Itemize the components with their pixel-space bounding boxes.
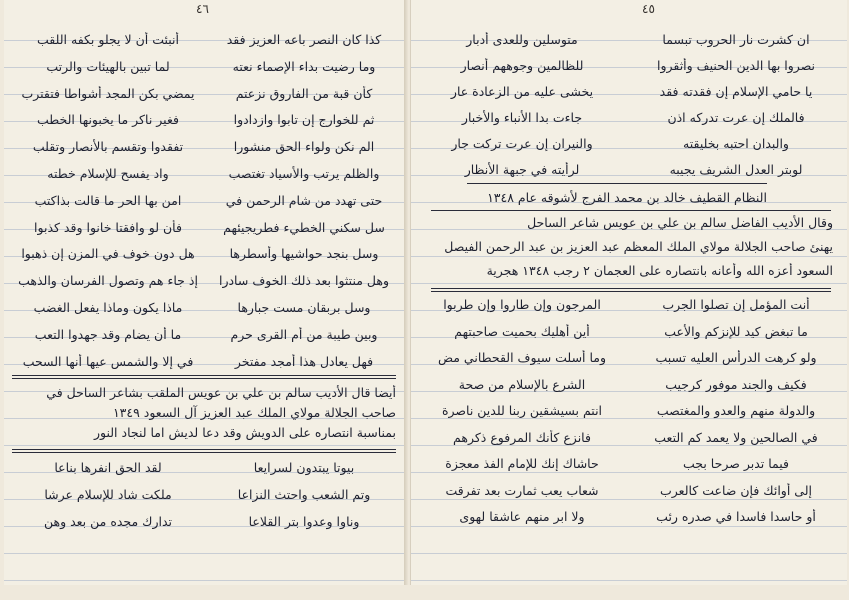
intro-line: بمناسبة انتصاره على الدويش وقد دعا لديش اما لنجاد النور bbox=[93, 425, 396, 440]
verse-row bbox=[10, 514, 402, 532]
second-hemistich: تدارك مجده من بعد وهن bbox=[43, 513, 173, 529]
intro-line: السعود أعزه الله وأعانه بانتصاره على العجمان ٢ رجب ١٣٤٨ هجرية bbox=[486, 263, 833, 278]
first-hemistich: والدولة منهم والعدو والمغتصب bbox=[656, 403, 816, 418]
second-hemistich: واد يفسح للإسلام خطته bbox=[47, 166, 169, 181]
second-hemistich: فانزع كأنك المرفوع ذكرهم bbox=[453, 429, 591, 445]
section-rule bbox=[12, 449, 396, 450]
right-page bbox=[410, 0, 847, 585]
first-hemistich: لوبتر العدل الشريف يجيبه bbox=[669, 162, 803, 177]
first-hemistich: وبين طيبة من أم القرى حرم bbox=[230, 326, 378, 342]
first-hemistich: والظلم يرتب والأسياد تغتصب bbox=[228, 166, 380, 181]
verse-row bbox=[10, 300, 402, 318]
first-hemistich: ثم للخوارج إن تابوا وازدادوا bbox=[233, 112, 375, 128]
verse-row bbox=[415, 456, 843, 474]
verse-row bbox=[415, 84, 843, 102]
section-rule bbox=[467, 183, 767, 184]
second-hemistich: للظالمين وجوههم أنصار bbox=[460, 58, 584, 73]
first-hemistich: وناوا وعدوا بتر القلاعا bbox=[248, 513, 360, 529]
first-hemistich: نصروا بها الدين الحنيف وأثقروا bbox=[656, 58, 816, 73]
page-number-left: ٤٦ bbox=[196, 2, 209, 16]
verse-row bbox=[10, 460, 402, 478]
verse-row bbox=[415, 430, 843, 448]
second-hemistich: ماذا يكون وماذا يفعل الغضب bbox=[33, 300, 183, 315]
first-hemistich: أنت المؤمل إن تصلوا الجرب bbox=[662, 297, 810, 312]
verse-row bbox=[415, 509, 843, 527]
first-hemistich: ما تبغض كيد للإنزكم والأعب bbox=[664, 323, 808, 339]
verse-row bbox=[10, 166, 402, 184]
first-hemistich: سل سكني الخطيء فطريجيئهم bbox=[223, 219, 385, 235]
section-rule bbox=[12, 452, 396, 453]
first-hemistich: فيما تدبر صرحا بجب bbox=[683, 456, 789, 471]
page-number-right: ٤٥ bbox=[642, 2, 655, 16]
poem-signature: النظام القطيف خالد بن محمد الفرج لأشوقه عام ١٣٤٨ bbox=[487, 190, 767, 205]
first-hemistich: فالملك إن عرت تدركه اذن bbox=[667, 110, 805, 125]
second-hemistich: ولا ابر منهم عاشقا لهوى bbox=[459, 509, 585, 524]
section-rule bbox=[12, 378, 396, 379]
second-hemistich: جاءت بدا الأنباء والأخبار bbox=[461, 110, 583, 125]
first-hemistich: يا حامي الإسلام إن فقدته فقد bbox=[659, 84, 813, 99]
second-hemistich: وما أسلت سيوف القحطاني مض bbox=[437, 350, 607, 365]
verse-row bbox=[415, 483, 843, 501]
verse-row bbox=[10, 487, 402, 505]
verse-row bbox=[415, 58, 843, 76]
verse-row bbox=[415, 32, 843, 50]
verse-row bbox=[415, 403, 843, 421]
second-hemistich: فأن لو وافقتا خانوا وقد كذبوا bbox=[34, 219, 182, 235]
first-hemistich: وسل بربقان مست جبارها bbox=[237, 300, 371, 315]
second-hemistich: انتم بسيشقين ربنا للدين ناصرة bbox=[441, 403, 603, 418]
intro-line: صاحب الجلالة مولاي الملك عبد العزيز آل السعود ١٣٤٩ bbox=[112, 405, 396, 420]
verse-row bbox=[10, 59, 402, 77]
section-rule bbox=[12, 375, 396, 376]
verse-row bbox=[10, 139, 402, 157]
first-hemistich: وتم الشعب واحتث النزاعا bbox=[237, 486, 371, 502]
first-hemistich: فكيف والجند موفور كرجيب bbox=[665, 376, 807, 392]
verse-row bbox=[415, 324, 843, 342]
first-hemistich: أو حاسدا فاسدا في صدره رئب bbox=[656, 509, 816, 524]
second-hemistich: متوسلين وللعدى أدبار bbox=[466, 32, 578, 47]
first-hemistich: في الصالحين ولا يعمد كم التعب bbox=[654, 429, 818, 445]
verse-row bbox=[415, 110, 843, 128]
second-hemistich: لقد الحق انفرها بناعا bbox=[54, 460, 162, 475]
first-hemistich: فهل يعادل هذا أمجد مفتخر bbox=[234, 353, 374, 369]
second-hemistich: شعاب يعب ثمارت بعد تفرقت bbox=[445, 482, 599, 498]
verse-row bbox=[10, 220, 402, 238]
first-hemistich: بيوتا يبتدون لسرايعا bbox=[253, 460, 355, 475]
first-hemistich: وما رضيت بداء الإصماء نعته bbox=[232, 58, 376, 74]
verse-row bbox=[10, 112, 402, 130]
second-hemistich: فغير ناكر ما يخبونها الخطب bbox=[37, 112, 179, 128]
first-hemistich: وهل منتثوا بعد ذلك الخوف سادرا bbox=[218, 273, 389, 289]
second-hemistich: لما تبين بالهيئات والرتب bbox=[46, 58, 170, 74]
second-hemistich: يخشى عليه من الزعادة عار bbox=[450, 84, 594, 99]
verse-row bbox=[415, 136, 843, 154]
second-hemistich: والنيران إن عرت تركت جار bbox=[451, 136, 593, 151]
second-hemistich: حاشاك إنك للإمام الفذ معجزة bbox=[445, 456, 599, 471]
first-hemistich: إلى أوائك فإن ضاعت كالعرب bbox=[660, 482, 812, 498]
second-hemistich: المرجون وإن طاروا وإن طربوا bbox=[443, 297, 601, 312]
second-hemistich: إذ جاء هم وتصول الفرسان والذهب bbox=[18, 273, 198, 289]
verse-row bbox=[415, 350, 843, 368]
verse-row bbox=[10, 193, 402, 211]
verse-row bbox=[10, 86, 402, 104]
second-hemistich: تفقدوا وتقسم بالأنصار وتقلب bbox=[32, 139, 184, 155]
second-hemistich: ملكت شاد للإسلام عرشا bbox=[44, 486, 172, 502]
second-hemistich: هل دون خوف في المزن إن ذهبوا bbox=[21, 246, 195, 262]
verse-row bbox=[10, 327, 402, 345]
verse-row bbox=[415, 377, 843, 395]
verse-row bbox=[10, 32, 402, 50]
section-rule bbox=[431, 288, 831, 289]
second-hemistich: الشرع بالإسلام من صحة bbox=[458, 376, 586, 392]
first-hemistich: كذا كان النصر باعه العزيز فقد bbox=[226, 32, 382, 47]
first-hemistich: حتى تهدد من شام الرحمن في bbox=[225, 192, 383, 208]
first-hemistich: الم نكن ولواء الحق منشورا bbox=[233, 139, 375, 155]
section-rule bbox=[431, 291, 831, 292]
first-hemistich: ولو كرهت الدرأس العليه تسبب bbox=[655, 350, 817, 365]
section-rule bbox=[431, 210, 831, 211]
second-hemistich: ما أن يضام وقد جهدوا التعب bbox=[34, 326, 182, 342]
verse-row bbox=[10, 354, 402, 372]
second-hemistich: امن بها الحر ما قالت بذاكتب bbox=[34, 192, 182, 208]
second-hemistich: يمضي بكن المجد أشواطا فتقترب bbox=[21, 85, 195, 101]
intro-line: يهنئ صاحب الجلالة مولاي الملك المعظم عبد العزيز بن عبد الرحمن الفيصل bbox=[444, 239, 833, 254]
second-hemistich: أنبئت أن لا يجلو بكفه اللقب bbox=[37, 32, 179, 47]
verse-row bbox=[415, 162, 843, 180]
intro-line: أيضا قال الأديب سالم بن علي بن عويس الملقب بشاعر الساحل في bbox=[46, 385, 396, 400]
second-hemistich: أين أهليك بحميت صاحبتهم bbox=[454, 323, 590, 339]
first-hemistich: ان كشرت نار الحروب تبسما bbox=[662, 32, 810, 47]
second-hemistich: في إلا والشمس عيها أنها السحب bbox=[22, 353, 194, 369]
intro-line: وقال الأديب الفاضل سالم بن علي بن عويس شاعر الساحل bbox=[527, 215, 833, 230]
first-hemistich: وسل بنجد حواشيها وأسطرها bbox=[229, 246, 379, 262]
verse-row bbox=[10, 273, 402, 291]
verse-row bbox=[415, 297, 843, 315]
first-hemistich: كأن قبة من الفاروق نزعتم bbox=[235, 85, 373, 101]
second-hemistich: لرأيته في جبهة الأنظار bbox=[464, 162, 580, 177]
verse-row bbox=[10, 246, 402, 264]
left-page bbox=[4, 0, 409, 585]
first-hemistich: والبدان احتبه بخليقته bbox=[683, 136, 789, 151]
